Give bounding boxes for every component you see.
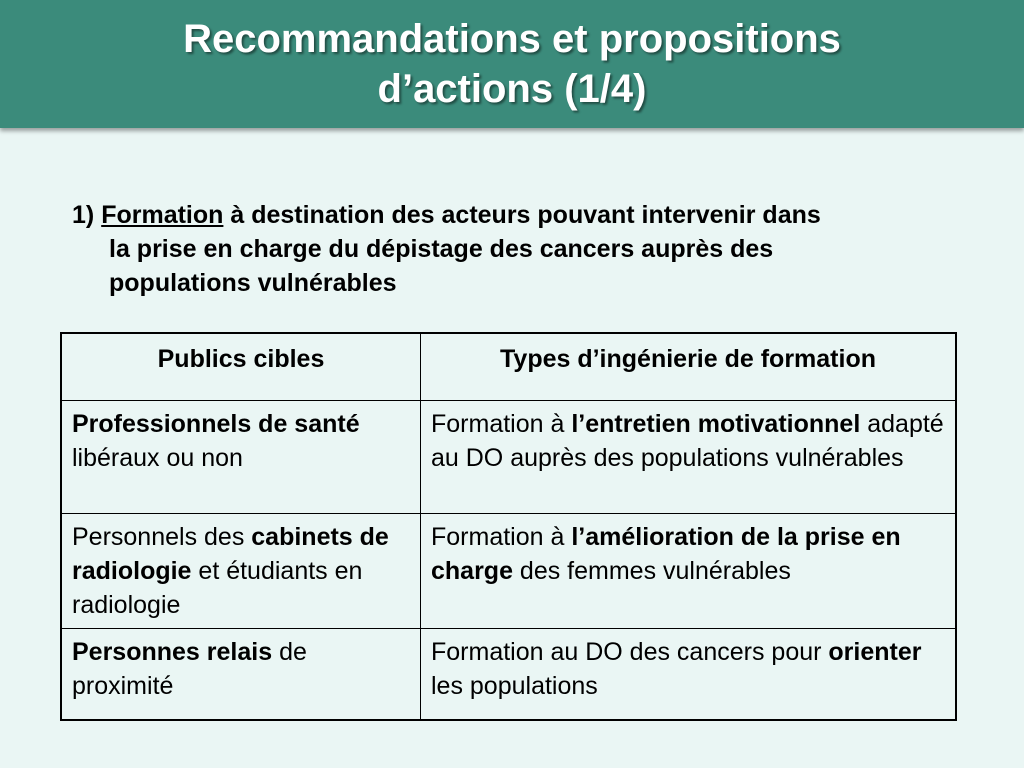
intro-line-1-rest: à destination des acteurs pouvant intervenir dans: [223, 201, 821, 229]
cell-text: de proximité: [72, 638, 307, 700]
cell-bold-text: orienter: [828, 638, 922, 666]
slide-title-line-1: Recommandations et propositions: [183, 17, 841, 61]
cell-formation: [421, 629, 957, 721]
cell-bold-text: cabinets de radiologie: [72, 523, 389, 585]
cell-text: et étudiants en radiologie: [72, 557, 363, 619]
cell-text: Formation à: [431, 523, 572, 551]
slide-title-line-2: d’actions (1/4): [377, 67, 647, 111]
cell-text: Formation au DO des cancers pour: [431, 638, 829, 666]
cell-text: les populations: [431, 672, 598, 700]
intro-line-2: la prise en charge du dépistage des cancers auprès des: [109, 235, 774, 263]
intro-paragraph: [72, 198, 952, 300]
cell-public: [61, 514, 421, 629]
intro-prefix: 1): [72, 201, 102, 229]
cell-text: des femmes vulnérables: [512, 557, 791, 585]
table-row: [61, 629, 956, 721]
cell-formation: [421, 401, 957, 514]
cell-bold-text: Personnes relais: [72, 638, 273, 666]
cell-text: Personnels des: [72, 523, 252, 551]
intro-line-3: populations vulnérables: [109, 269, 397, 297]
training-table: [60, 332, 957, 721]
cell-public: [61, 629, 421, 721]
cell-formation: [421, 514, 957, 629]
intro-underlined-word: Formation: [101, 201, 224, 229]
cell-text: adapté au DO auprès des populations vulnérables: [431, 410, 944, 472]
cell-bold-text: l’amélioration de la prise en charge: [431, 523, 901, 585]
title-band: [0, 0, 1024, 128]
cell-bold-text: l’entretien motivationnel: [571, 410, 861, 438]
cell-public: [61, 401, 421, 514]
table-row: [61, 514, 956, 629]
header-types-formation: Types d’ingénierie de formation: [421, 333, 957, 401]
intro-line-1: [72, 198, 952, 232]
cell-bold-text: Professionnels de santé: [72, 410, 360, 438]
cell-text: Formation à: [431, 410, 572, 438]
cell-text: libéraux ou non: [72, 444, 243, 472]
table-header-row: [61, 333, 956, 401]
table-row: [61, 401, 956, 514]
header-publics-cibles: Publics cibles: [61, 333, 421, 401]
